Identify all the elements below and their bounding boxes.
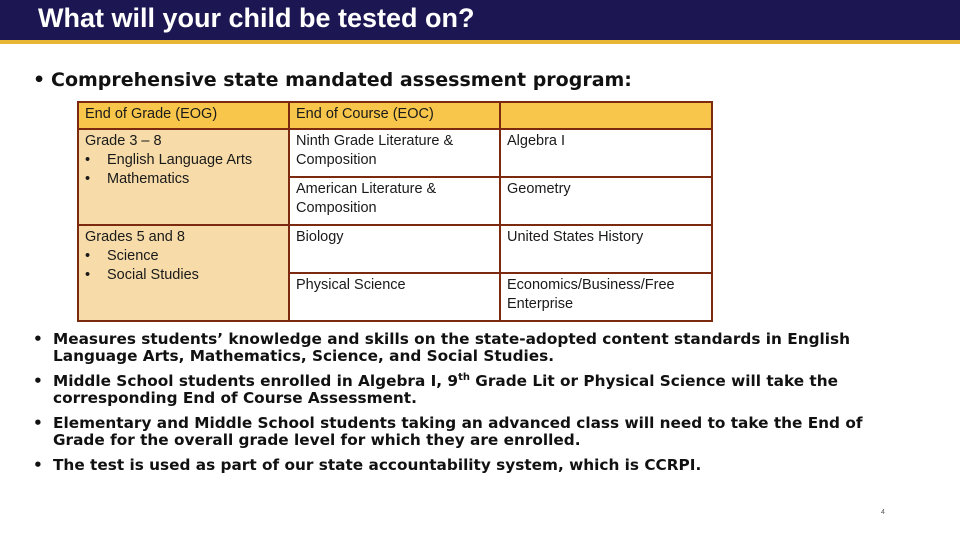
page-number: 4	[881, 509, 885, 516]
lead-bullet	[33, 69, 632, 91]
header-blank	[500, 102, 712, 129]
eoc-course: Geometry	[500, 177, 712, 225]
assessment-table	[77, 101, 713, 322]
bullet-icon: •	[33, 371, 43, 390]
title-underline	[0, 40, 960, 44]
bullet-icon: •	[33, 455, 43, 474]
eoc-course: American Literature & Composition	[289, 177, 500, 225]
eoc-course: United States History	[500, 225, 712, 273]
eog-subject: • Science	[85, 248, 159, 264]
table-row	[78, 129, 712, 177]
list-item: • Elementary and Middle School students taking an advanced class will need to take the End of Grade for the overall grade level for which they are enrolled.	[33, 413, 863, 450]
eoc-course: Ninth Grade Literature & Composition	[289, 129, 500, 177]
eog-group-heading: Grade 3 – 8	[85, 133, 162, 149]
header-eog: End of Grade (EOG)	[78, 102, 289, 129]
notes-list	[33, 331, 893, 481]
table-row	[78, 225, 712, 273]
lead-text: Comprehensive state mandated assessment program:	[51, 69, 632, 91]
eog-group-heading: Grades 5 and 8	[85, 229, 185, 245]
eog-group-grades-5-8	[78, 225, 289, 321]
eog-subject: • English Language Arts	[85, 152, 253, 168]
page-title: What will your child be tested on?	[38, 3, 475, 33]
bullet-icon: •	[33, 413, 43, 432]
eog-group-grades-3-8	[78, 129, 289, 225]
eog-subject: • Social Studies	[85, 267, 199, 283]
list-item: • Measures students’ knowledge and skills on the state-adopted content standards in English Language Arts, Mathematics, Science, and Social Studies.	[33, 330, 851, 366]
bullet-icon: •	[33, 69, 46, 91]
list-item: • Middle School students enrolled in Algebra I, 9th Grade Lit or Physical Science will take the corresponding End of Course Assessment.	[33, 371, 838, 408]
eoc-course: Algebra I	[500, 129, 712, 177]
eoc-course: Biology	[289, 225, 500, 273]
header-eoc: End of Course (EOC)	[289, 102, 500, 129]
eoc-course: Physical Science	[289, 273, 500, 321]
bullet-icon: •	[33, 330, 43, 348]
list-item: • The test is used as part of our state accountability system, which is CCRPI.	[33, 455, 702, 474]
eog-subject: • Mathematics	[85, 171, 190, 187]
table-header-row	[78, 102, 712, 129]
eoc-course: Economics/Business/Free Enterprise	[500, 273, 712, 321]
